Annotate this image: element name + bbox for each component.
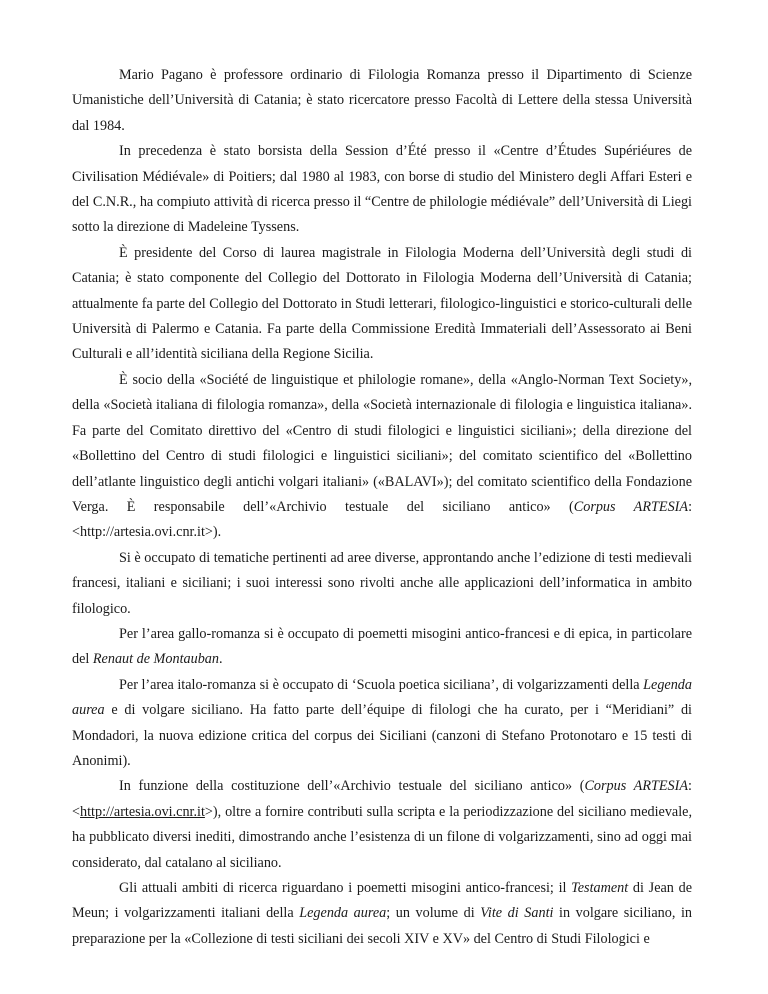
paragraph-position: Mario Pagano è professore ordinario di Filologia Romanza presso il Dipartimento di Scienze Umanistiche dell’Università di Catania; è stato ricercatore presso Facoltà di Lettere della stessa Università dal 1984. xyxy=(72,67,692,134)
paragraph-artesia: In funzione della costituzione dell’«Archivio testuale del siciliano antico» (Corpus ARTESIA: <http://artesia.ovi.cnr.it>), oltre a fornire contributi sulla scripta e la periodizzazione del siciliano medievale, ha pubblicato diversi inediti, dimostrando anche l’esistenza di un filone di volgarizzamenti, sino ad oggi mai considerato, dal catalano al siciliano. xyxy=(72,778,692,871)
paragraph-memberships: È socio della «Société de linguistique et philologie romane», della «Anglo-Norman Text Society», della «Società italiana di filologia romanza», della «Società internazionale di filologia e linguistica italiana». Fa parte del Comitato direttivo del «Centro di studi filologici e linguistici siciliani»; della direzione del «Bollettino del Centro di studi filologici e linguistici siciliani»; del comitato scientifico del «Bollettino dell’atlante linguistico degli antichi volgari italiani» («BALAVI»); del comitato scientifico della Fondazione Verga. È responsabile dell’«Archivio testuale del siciliano antico» (Corpus ARTESIA: <http://artesia.ovi.cnr.it>). xyxy=(72,371,693,541)
paragraph-previous-studies: In precedenza è stato borsista della Session d’Été presso il «Centre d’Études Supériéures de Civilisation Médiévale» di Poitiers; dal 1980 al 1983, con borse di studio del Ministero degli Affari Esteri e del C.N.R., ha compiuto attività di ricerca presso il “Centre de philologie médiévale” dell’Università di Liegi sotto la direzione di Madeleine Tyssens. xyxy=(72,143,692,236)
paragraph-italo-romance: Per l’area italo-romanza si è occupato di ‘Scuola poetica siciliana’, di volgarizzamenti della Legenda aurea e di volgare siciliano. Ha fatto parte dell’équipe di filologi che ha curato, per i “Meridiani” di Mondadori, la nuova edizione critica del corpus dei Siciliani (canzoni di Stefano Protonotaro e 15 testi di Anonimi). xyxy=(72,676,692,769)
paragraph-research-areas: Si è occupato di tematiche pertinenti ad aree diverse, approntando anche l’edizione di testi medievali francesi, italiani e siciliani; i suoi interessi sono rivolti anche alle applicazioni dell’informatica in ambito filologico. xyxy=(72,549,692,617)
paragraph-current-research: Gli attuali ambiti di ricerca riguardano i poemetti misogini antico-francesi; il Testament di Jean de Meun; i volgarizzamenti italiani della Legenda aurea; un volume di Vite di Santi in volgare siciliano, in preparazione per la «Collezione di testi siciliani dei secoli XIV e XV» del Centro di Studi Filologici e xyxy=(72,880,692,947)
paragraph-roles: È presidente del Corso di laurea magistrale in Filologia Moderna dell’Università degli studi di Catania; è stato componente del Collegio del Dottorato in Filologia Moderna dell’Università di Catania; attualmente fa parte del Collegio del Dottorato in Studi letterari, filologico-linguistici e storico-culturali delle Università di Palermo e Catania. Fa parte della Commissione Eredità Immateriali dell’Assessorato ai Beni Culturali e all’identità siciliana della Regione Sicilia. xyxy=(72,244,692,363)
paragraph-gallo-romance: Per l’area gallo-romanza si è occupato di poemetti misogini antico-francesi e di epica, in particolare del Renaut de Montauban. xyxy=(72,625,692,668)
artesia-link[interactable]: http://artesia.ovi.cnr.it xyxy=(80,803,205,820)
document-body xyxy=(72,63,692,952)
